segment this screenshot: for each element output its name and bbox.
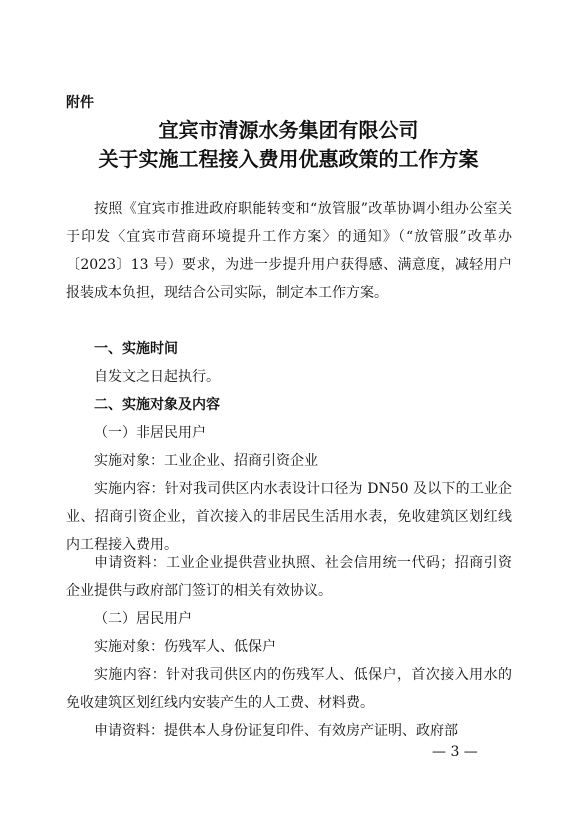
subsection-2-materials: 申请资料：提供本人身份证复印件、有效房产证明、政府部: [94, 723, 458, 739]
title-line-2: 关于实施工程接入费用优惠政策的工作方案: [98, 147, 479, 171]
subsection-2-heading: （二）居民用户: [94, 611, 192, 627]
subsection-1-content: 实施内容：针对我司供区内水表设计口径为 DN50 及以下的工业企业、招商引资企业，首次接入的非居民生活用水表，免收建筑区划红线内工程接入费用。: [66, 481, 512, 553]
section-1-heading: 一、实施时间: [94, 341, 178, 357]
subsection-1-target: 实施对象：工业企业、招商引资企业: [94, 453, 318, 469]
attachment-label: 附件: [66, 95, 94, 111]
subsection-1-materials: 申请资料：工业企业提供营业执照、社会信用统一代码；招商引资企业提供与政府部门签订的相关有效协议。: [66, 555, 512, 599]
section-1-text: 自发文之日起执行。: [94, 369, 220, 385]
section-2-heading: 二、实施对象及内容: [94, 397, 220, 413]
title-line-1: 宜宾市清源水务集团有限公司: [158, 118, 419, 142]
subsection-2-target: 实施对象：伤残军人、低保户: [94, 639, 276, 655]
subsection-2-content: 实施内容：针对我司供区内的伤残军人、低保户，首次接入用水的免收建筑区划红线内安装产生的人工费、材料费。: [66, 667, 512, 711]
subsection-1-heading: （一）非居民用户: [94, 425, 206, 441]
intro-paragraph: 按照《宜宾市推进政府职能转变和“放管服”改革协调小组办公室关于印发〈宜宾市营商环境提升工作方案〉的通知》（“放管服”改革办〔2023〕13 号）要求，为进一步提升用户获得感、满意度，减轻用户报装成本负担，现结合公司实际，制定本工作方案。: [66, 201, 512, 301]
page-number: — 3 —: [432, 744, 478, 760]
